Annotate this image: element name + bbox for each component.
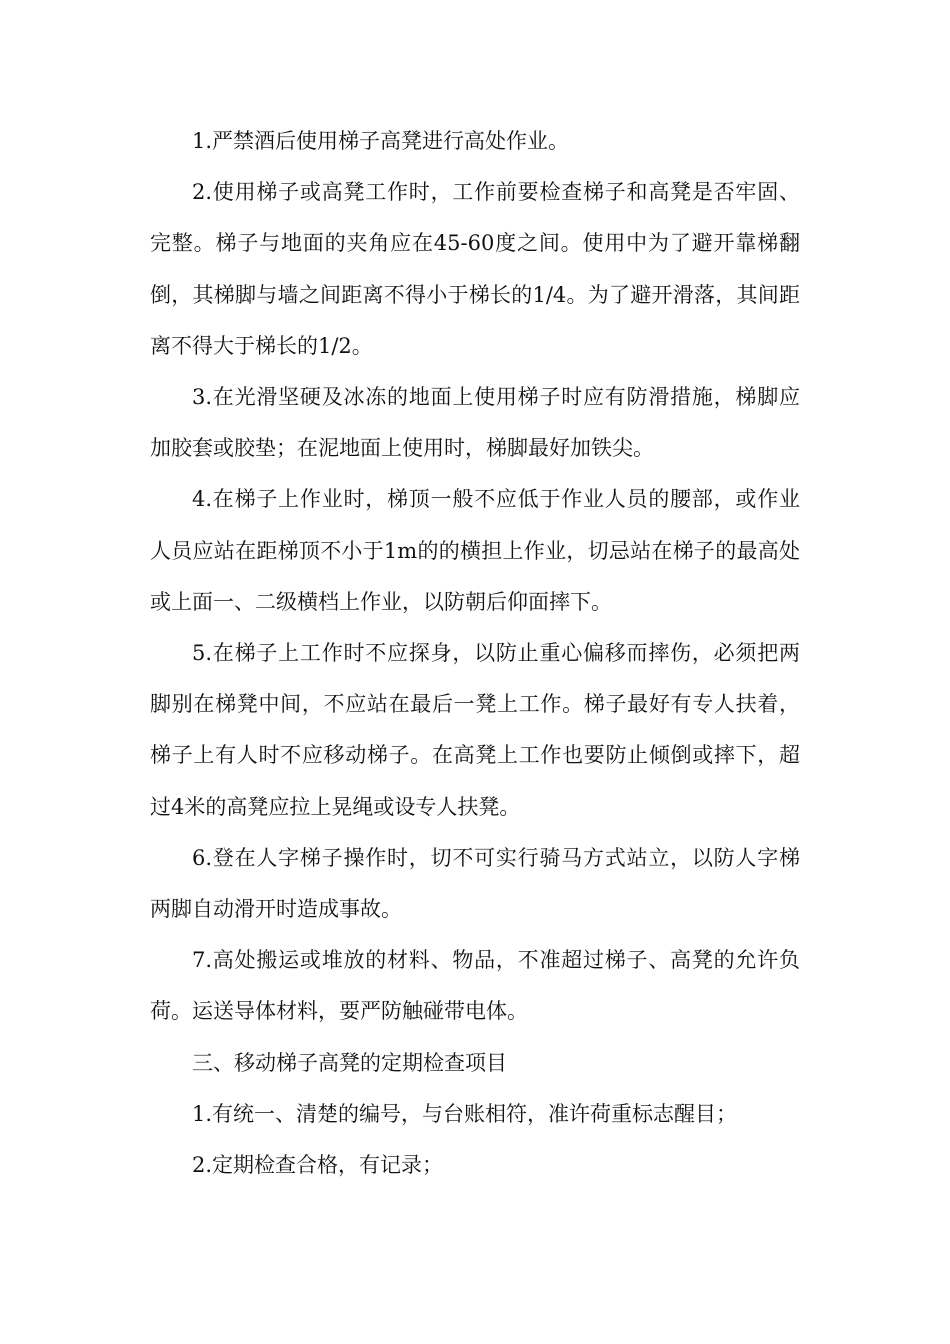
- document-body: [150, 116, 800, 1191]
- paragraph-rule-2: 2.使用梯子或高凳工作时，工作前要检查梯子和高凳是否牢固、完整。梯子与地面的夹角应在45-60度之间。使用中为了避开靠梯翻倒，其梯脚与墙之间距离不得小于梯长的1/4。为了避开滑落，其间距离不得大于梯长的1/2。: [150, 180, 800, 358]
- paragraph-rule-4: 4.在梯子上作业时，梯顶一般不应低于作业人员的腰部，或作业人员应站在距梯顶不小于1m的的横担上作业，切忌站在梯子的最高处或上面一、二级横档上作业，以防朝后仰面摔下。: [150, 487, 800, 614]
- paragraph-inspection-1: 1.有统一、清楚的编号，与台账相符，准许荷重标志醒目；: [192, 1101, 738, 1126]
- paragraph-rule-6: 6.登在人字梯子操作时，切不可实行骑马方式站立，以防人字梯两脚自动滑开时造成事故。: [150, 845, 800, 922]
- paragraph-rule-3: 3.在光滑坚硬及冰冻的地面上使用梯子时应有防滑措施，梯脚应加胶套或胶垫；在泥地面上使用时，梯脚最好加铁尖。: [150, 385, 800, 461]
- paragraph-inspection-2: 2.定期检查合格，有记录；: [192, 1153, 444, 1178]
- paragraph-rule-5: 5.在梯子上工作时不应探身，以防止重心偏移而摔伤，必须把两脚别在梯凳中间，不应站在最后一凳上工作。梯子最好有专人扶着，梯子上有人时不应移动梯子。在高凳上工作也要防止倾倒或摔下，超过4米的高凳应拉上晃绳或设专人扶凳。: [150, 641, 800, 819]
- paragraph-rule-1: 1.严禁酒后使用梯子高凳进行高处作业。: [192, 129, 570, 153]
- paragraph-rule-7: 7.高处搬运或堆放的材料、物品，不准超过梯子、高凳的允许负荷。运送导体材料，要严防触碰带电体。: [150, 948, 800, 1024]
- section-heading-inspection: 三、移动梯子高凳的定期检查项目: [192, 1050, 507, 1075]
